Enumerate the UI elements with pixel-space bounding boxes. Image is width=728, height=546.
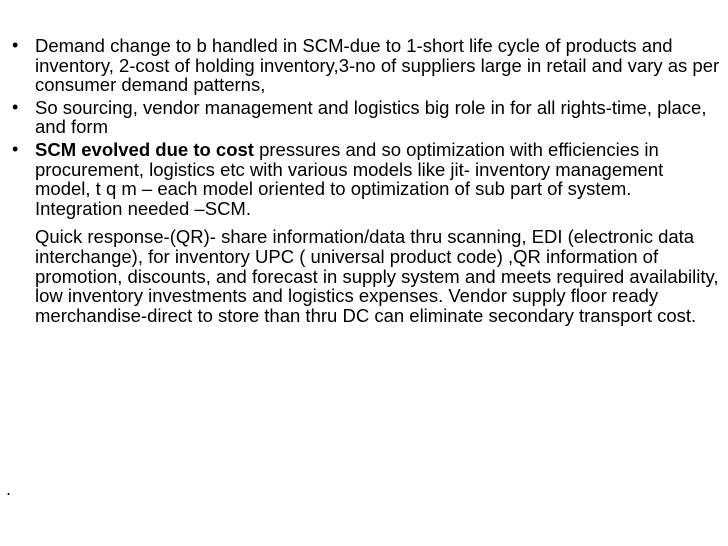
bullet-list [12,36,722,325]
bullet-item-scm-evolved [12,140,722,218]
bullet-item-demand-change [12,36,722,95]
bullet-marker: • [12,35,19,55]
bullet-marker: • [12,138,19,159]
bullet-text: Demand change to b handled in SCM-due to 1-short life cycle of products and inventory, 2-cost of holding inventory,3-no of suppliers large in retail and vary as per consumer demand patterns, [35,35,720,96]
bullet-item-sourcing [12,98,722,137]
bullet-marker: • [12,96,19,117]
bullet-text: So sourcing, vendor management and logistics big role in for all rights-time, place, and form [35,96,707,138]
continuation-paragraph: Quick response-(QR)- share information/data thru scanning, EDI (electronic data interchange), for inventory UPC ( universal product code) ,QR information of promotion, discounts, and forecast in supply system and meets required availability, low inventory investments and logistics expenses. Vendor supply floor ready merchandise-direct to store than thru DC can eliminate secondary transport cost. [35,226,719,326]
bullet-text: pressures and so optimization with efficiencies in procurement, logistics etc with various models like jit- inventory management model, t q m – each model oriented to optimization of sub part of system. Integration needed –SCM. [35,138,664,219]
trailing-dot: . [6,479,12,499]
bullet-bold-lead: SCM evolved due to cost [35,138,254,160]
